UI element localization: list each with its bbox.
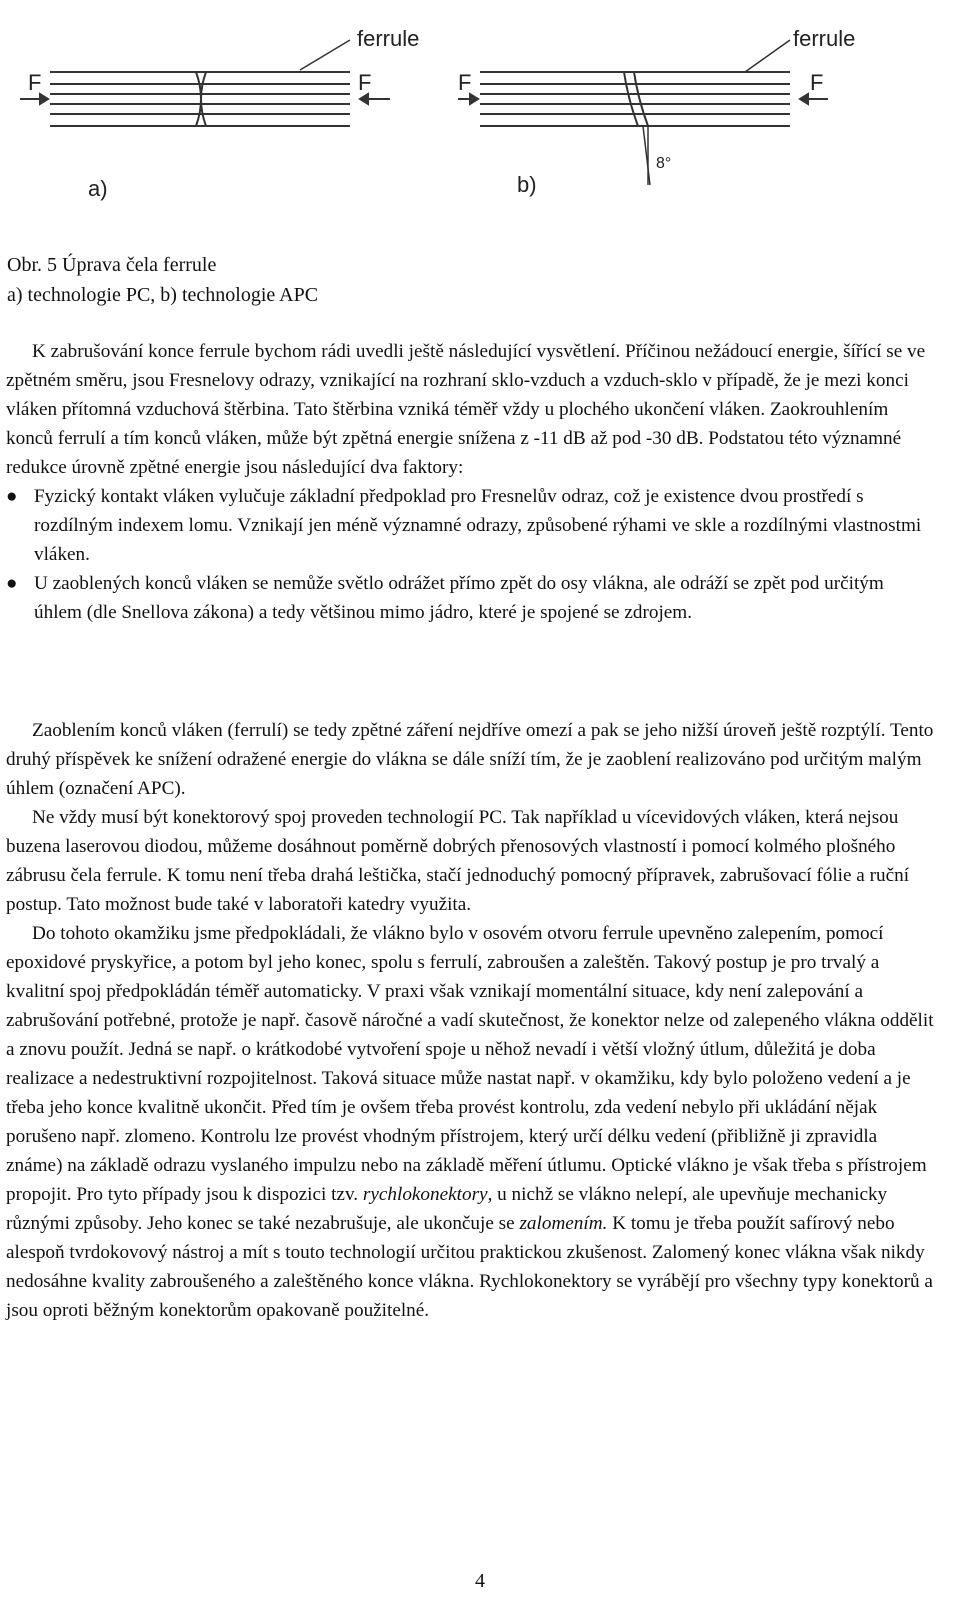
caption-line-1: Obr. 5 Úprava čela ferrule <box>7 254 217 276</box>
panel-b-label: b) <box>517 172 537 197</box>
term-rychlokonektory: rychlokonektory <box>362 1184 488 1205</box>
panel-a-label: a) <box>88 176 108 201</box>
bullet-item-1 <box>6 482 936 569</box>
body-block-1 <box>6 337 936 627</box>
bullet-icon: ● <box>6 486 18 507</box>
force-label-b-right: F <box>810 70 824 95</box>
bullet-text-1: Fyzický kontakt vláken vylučuje základní předpoklad pro Fresnelův odraz, což je existence dvou prostředí s rozdílným indexem lomu. Vznikají jen méně významné odrazy, způsobené rýhami ve skle a rozdílnými vlastnostmi vláken. <box>34 486 922 565</box>
paragraph-1: K zabrušování konce ferrule bychom rádi uvedli ještě následující vysvětlení. Příčinou nežádoucí energie, šířící se ve zpětném směru, jsou Fresnelovy odrazy, vznikající na rozhraní sklo-vzduch a vzduch-sklo v případě, že je mezi konci vláken přítomná vzduchová štěrbina. Tato štěrbina vzniká téměř vždy u plochého ukončení vláken. Zaokrouhlením konců ferrulí a tím konců vláken, může být zpětná energie snížena z -11 dB až pod -30 dB. Podstatou této významné redukce úrovně zpětné energie jsou následující dva faktory: <box>6 341 926 478</box>
page-number: 4 <box>475 1570 485 1592</box>
term-zalomenim: zalomením. <box>519 1213 608 1234</box>
paragraph-4-part-2: , u nichž se vlákno nelepí, ale upevňuje mechanicky různými způsoby. Jeho konec se také nezabrušuje, ale ukončuje se <box>6 1184 888 1234</box>
force-label-a-right: F <box>358 70 372 95</box>
paragraph-4-part-3: K tomu je třeba použít safírový nebo alespoň tvrdokovový nástroj a mít s touto technologií určitou praktickou zkušenost. Zalomený konec vlákna však nikdy nedosáhne kvality zabroušeného a zaleštěného konce vlákna. Rychlokonektory se vyrábějí pro všechny typy konektorů a jsou oproti běžným konektorům opakovaně použitelné. <box>6 1213 933 1321</box>
panel-a-drawing <box>20 40 390 126</box>
angle-label: 8° <box>656 155 672 172</box>
ferrule-label-a: ferrule <box>357 26 420 51</box>
paragraph-2: Zaoblením konců vláken (ferrulí) se tedy zpětné záření nejdříve omezí a pak se jeho nižší úroveň ještě rozptýlí. Tento druhý příspěvek ke snížení odražené energie do vlákna se dále sníží tím, že je zaoblení realizováno pod určitým malým úhlem (označení APC). <box>6 720 934 799</box>
paragraph-4-part-1: Do tohoto okamžiku jsme předpokládali, že vlákno bylo v osovém otvoru ferrule upevněno zalepením, pomocí epoxidové pryskyřice, a potom byl jeho konec, spolu s ferrulí, zabroušen a zaleštěn. Takový postup je pro trvalý a kvalitní spoj předpokládán téměř automaticky. V praxi však vznikají momentální situace, kdy není zalepování a zabrušování potřebné, protože je např. časově náročné a vadí skutečnost, že konektor nelze od zalepeného vlákna oddělit a znovu použít. Jedná se např. o krátkodobé vytvoření spoje u něhož nevadí i větší vložný útlum, důležitá je doba realizace a nedestruktivní rozpojitelnost. Taková situace může nastat např. v okamžiku, kdy bylo položeno vedení a je třeba jeho konce kvalitně ukončit. Před tím je ovšem třeba provést kontrolu, zda vedení nebylo při ukládání nějak porušeno např. zlomeno. Kontrolu lze provést vhodným přístrojem, který určí délku vedení (přibližně ji zpravidla známe) na základě odrazu vyslaného impulzu nebo na základě měření útlumu. Optické vlákno je však třeba s přístrojem propojit. Pro tyto případy jsou k dispozici tzv. <box>6 923 934 1205</box>
bullet-item-2 <box>6 569 936 627</box>
force-label-a-left: F <box>28 70 42 95</box>
caption-line-2: a) technologie PC, b) technologie APC <box>7 284 319 306</box>
force-label-b-left: F <box>458 70 472 95</box>
body-block-2 <box>6 716 936 1325</box>
ferrule-label-b: ferrule <box>793 26 856 51</box>
bullet-icon: ● <box>6 573 18 594</box>
bullet-text-2: U zaoblených konců vláken se nemůže světlo odrážet přímo zpět do osy vlákna, ale odráží se zpět pod určitým úhlem (dle Snellova zákona) a tedy většinou mimo jádro, které je spojené se zdrojem. <box>34 573 884 623</box>
figure-caption <box>7 250 318 310</box>
paragraph-3: Ne vždy musí být konektorový spoj proveden technologií PC. Tak například u vícevidových vláken, která nejsou buzena laserovou diodou, můžeme dosáhnout poměrně dobrých přenosových vlastností i pomocí kolmého plošného zábrusu čela ferrule. K tomu není třeba drahá leštička, stačí jednoduchý pomocný přípravek, zabrušovací fólie a ruční postup. Tato možnost bude také v laboratoři katedry využita. <box>6 807 910 915</box>
panel-b-drawing <box>458 40 828 185</box>
paragraph-4 <box>6 919 936 1325</box>
ferrule-figure <box>0 0 960 240</box>
